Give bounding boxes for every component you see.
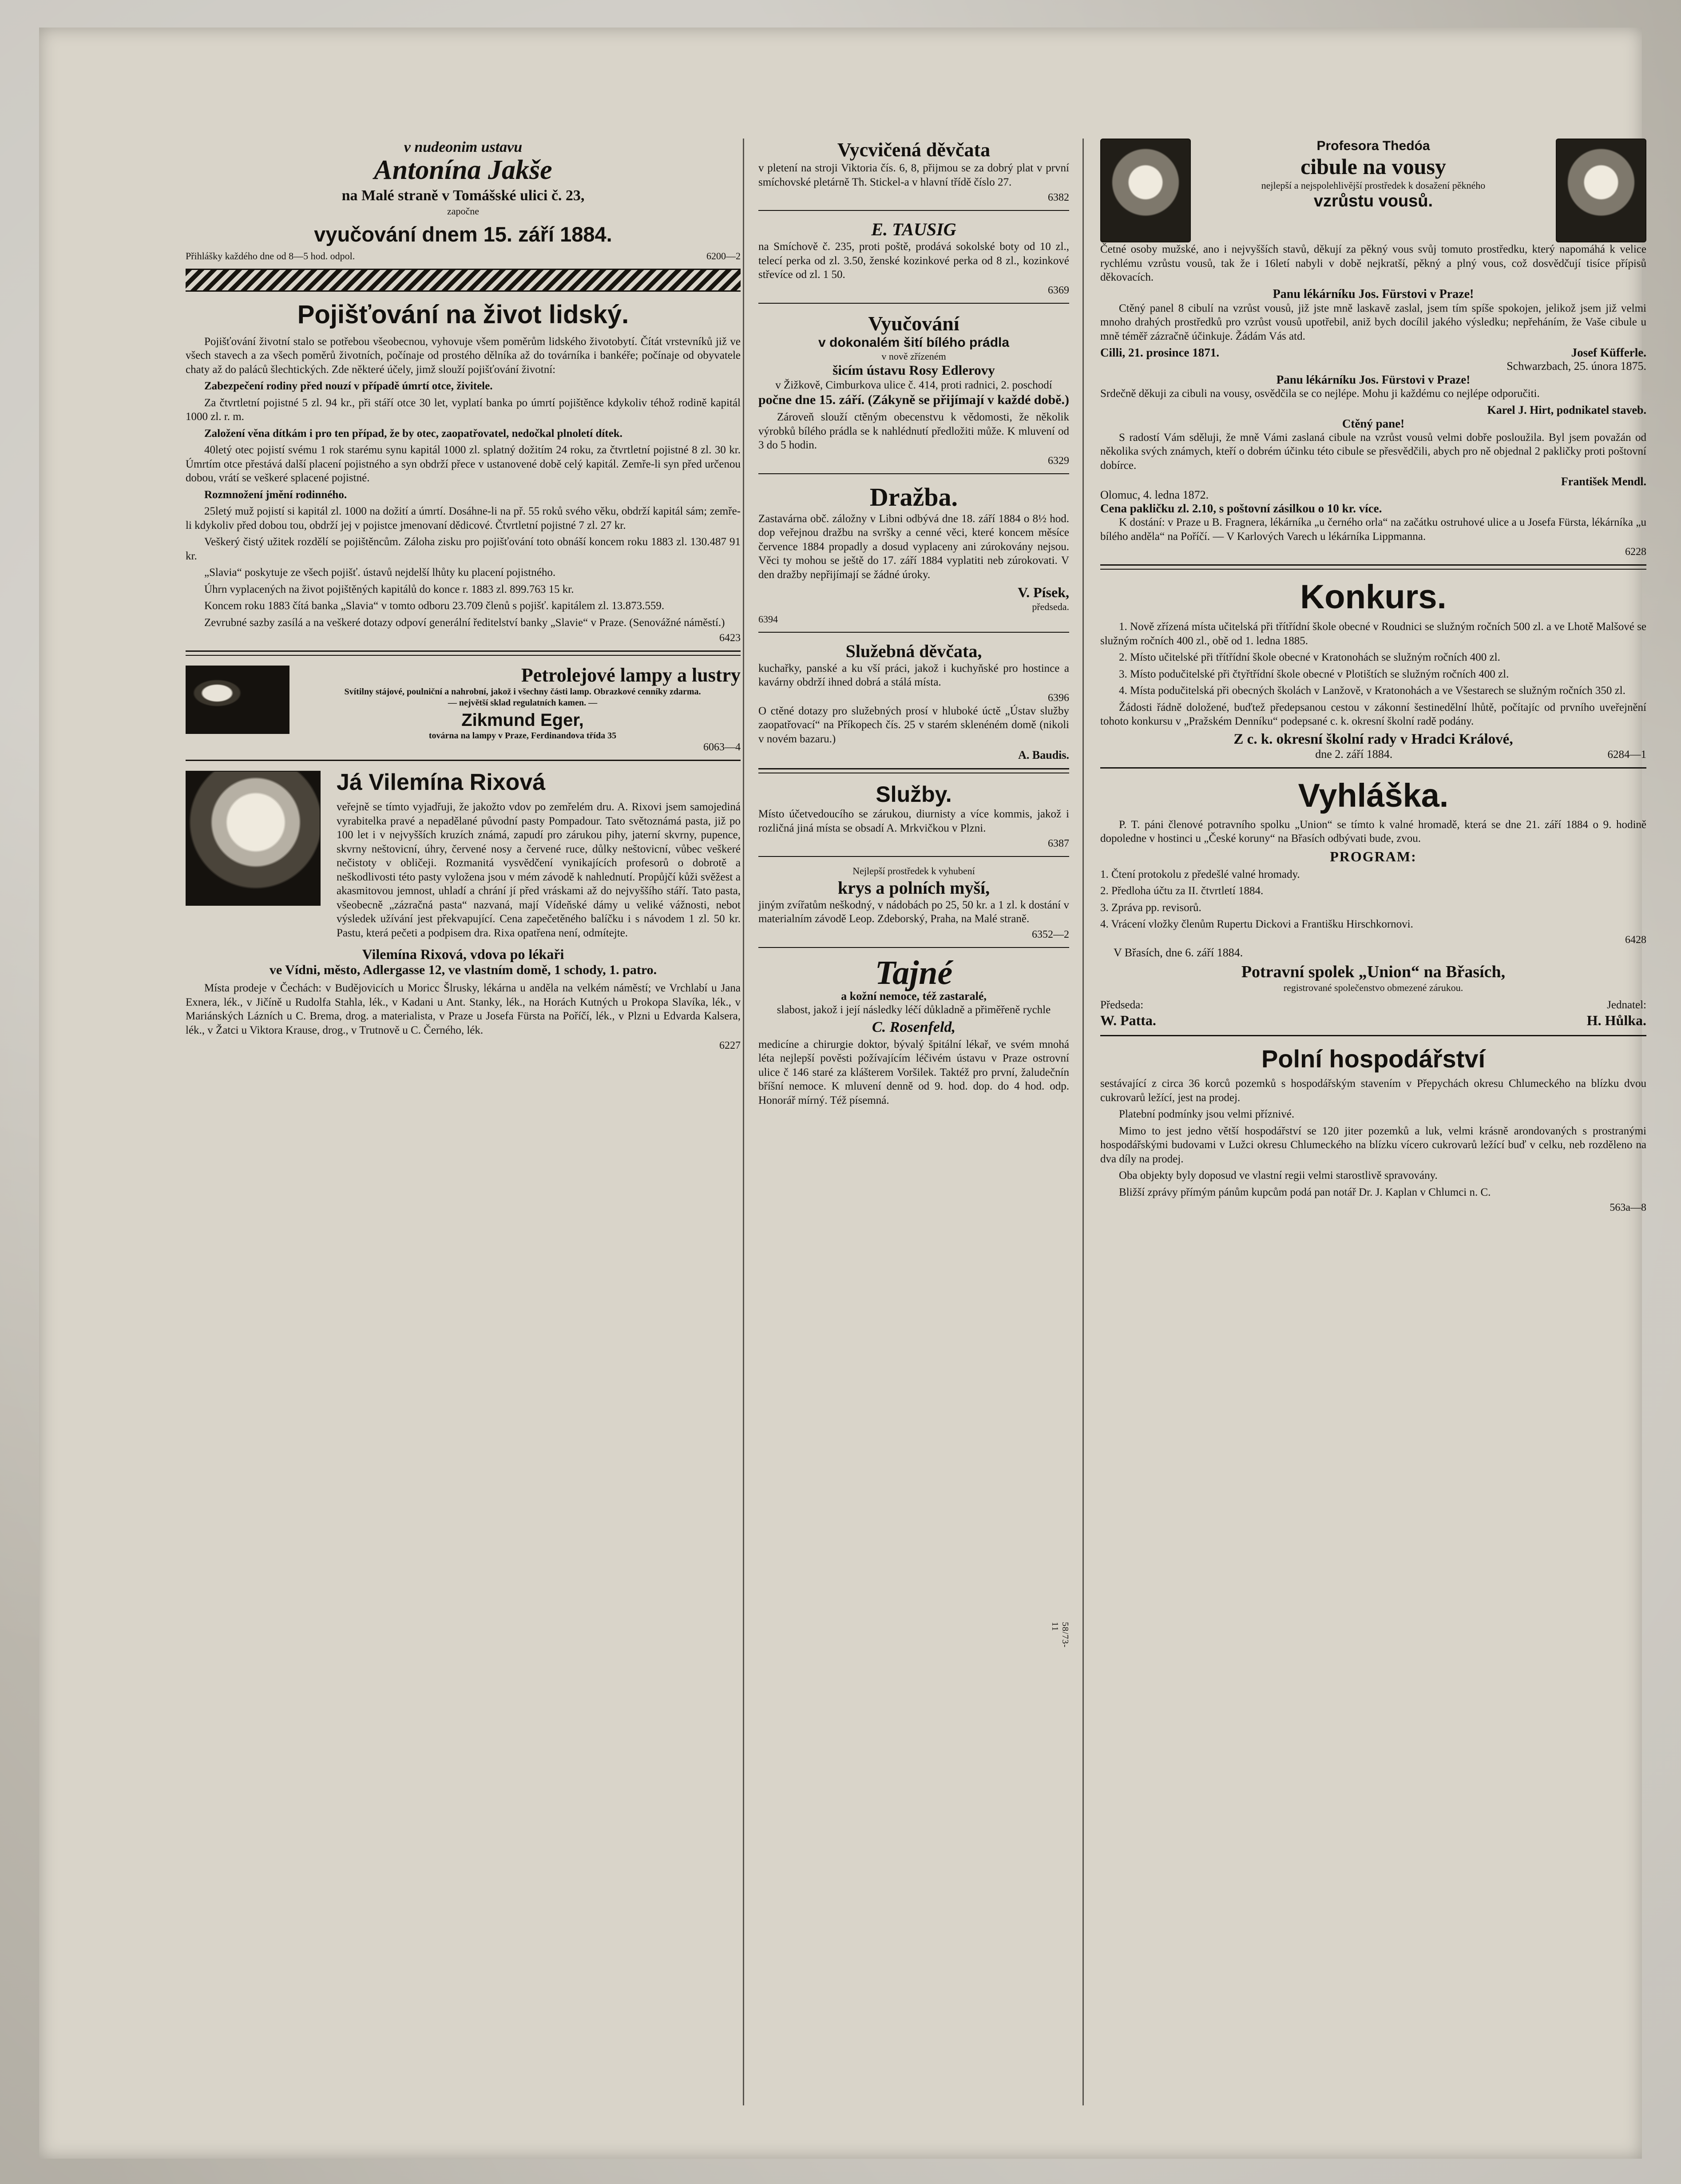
- vyucovani-title: Vyučování: [868, 312, 959, 335]
- sluzebna-number: 6396: [1048, 692, 1069, 704]
- column-1: [186, 139, 741, 1060]
- jakse-line2: na Malé straně v Tomášské ulici č. 23,: [341, 187, 585, 204]
- vyhlaska-spolek-sub: registrované společenstvo obmezené zárukou.: [1283, 982, 1463, 993]
- ad-sluzby: [758, 781, 1069, 857]
- jakse-line1: v nudeonim ustavu: [404, 139, 523, 155]
- divider-1-col2: [758, 210, 1069, 211]
- cibule-pre: Profesora Thedóa: [1316, 139, 1430, 153]
- cibule-title: cibule na vousy: [1300, 154, 1446, 179]
- rixova-title: Já Vilemína Rixová: [337, 769, 546, 796]
- sluzby-title: Služby.: [876, 782, 952, 807]
- konkurs-title: Konkurs.: [1300, 578, 1447, 616]
- pojistovani-number: 6423: [719, 632, 741, 644]
- divider-5-col2: [758, 768, 1069, 773]
- drazba-sig: V. Písek,: [1018, 584, 1069, 601]
- pojistovani-p10: Koncem roku 1883 čítá banka „Slavia“ v tomto odboru 23.709 členů s pojišť. kapitálem zl. 13.873.559.: [204, 600, 665, 612]
- vyhlaska-program-3: 3. Zpráva pp. revisorů.: [1100, 901, 1201, 914]
- portrait-left: [1100, 139, 1191, 242]
- sluzby-body: Místo účetvedoucího se zárukou, diurnisty a více kommis, jakož i rozličná jiná místa se obsadí A. Mrkvičkou v Plzni.: [758, 808, 1069, 834]
- krysy-l1: Nejlepší prostředek k vyhubení: [852, 865, 975, 877]
- pojistovani-p4: 40letý otec pojistí svému 1 rok starému synu kapitál 1000 zl. splatný dožitím 24 roku, za čtvrtletní pojistné 8 zl. 30 kr. Úmrtím otce přestává další placení pojistného a syn obdrží přece v ustanovené době celý kapitál. Zemře-li syn před určenou dobou, vrátí se veškeré splacené pojistné.: [186, 444, 741, 484]
- cibule-ref1-body: Ctěný panel 8 cibulí na vzrůst vousů, již jste mně laskavě zaslal, jsem tím spíše spokojen, jelikož jsem již velmi mnoho drahých prostředků pro vzrůst vousů upotřebil, aniž bych docílil jakého výsledku; nepřeháním, že Vaše cibule u mně téměř zázračně účinkuje. Žádám Vás atd.: [1100, 302, 1646, 342]
- tajne-title: Tajné: [875, 954, 953, 991]
- jakse-line3: započne: [447, 206, 480, 217]
- ornament-divider: [186, 269, 741, 292]
- krysy-title: krys a polních myší,: [837, 877, 990, 898]
- vycvicena-title: Vycvičená děvčata: [837, 139, 991, 161]
- tajne-l2: slabost, jakož i její následky léčí důkladně a přiměřeně rychle: [777, 1003, 1051, 1016]
- ad-cibule: [1100, 139, 1646, 570]
- divider-1-col3: [1100, 564, 1646, 570]
- vyucovani-l2: v nově zřízeném: [881, 350, 946, 362]
- sluzebna-sig: A. Baudis.: [1018, 749, 1069, 762]
- lampy-sub2: — největší sklad regulatních kamen. —: [448, 698, 598, 708]
- pojistovani-body: [186, 335, 741, 630]
- divider-7-col2: [758, 947, 1069, 948]
- ad-sluzebna-devcata: [758, 641, 1069, 774]
- jakse-title: Antonína Jakše: [374, 155, 552, 186]
- vyucovani-number: 6329: [1048, 455, 1069, 467]
- konkurs-date: dne 2. září 1884.: [1315, 747, 1393, 761]
- vyucovani-body: Zároveň slouží ctěným obecenstvu k vědomosti, že několik výrobků bílého prádla se k nahlédnutí předložiti může. K mluvení od 3 do 5 hodin.: [758, 411, 1069, 452]
- lamp-illustration: [186, 666, 289, 734]
- tajne-body: medicíne a chirurgie doktor, bývalý špitální lékař, ve svém mnohá léta nejlepší pověsti požívajícím léčivém ústavu v Praze ostrovní ulice č 146 staré za klášterem Voršilek. Taktéž pro první, žaludečnín bříšní nemoce. K mluvení denně od 9. hod. dop. do 4 hod. odp. Honorář mírný. Též písemná.: [758, 1038, 1069, 1106]
- column-divider-1: [743, 139, 744, 2105]
- vyhlaska-name-1: W. Patta.: [1100, 1012, 1156, 1029]
- ad-lampy: [186, 664, 741, 761]
- hospodarstvi-p1: Platební podmínky jsou velmi příznivé.: [1119, 1108, 1295, 1121]
- ad-tajne: [758, 954, 1070, 1648]
- konkurs-number: 6284—1: [1607, 748, 1646, 761]
- cibule-number: 6228: [1625, 546, 1646, 558]
- ad-konkurs: [1100, 578, 1646, 769]
- rixova-signature: Vilemína Rixová, vdova po lékaři: [362, 946, 564, 963]
- tajne-sidemark: 58/73-11: [1050, 1621, 1070, 1648]
- vyhlaska-number: 6428: [1625, 934, 1646, 946]
- cibule-ref1-to: Panu lékárníku Jos. Fürstovi v Praze!: [1273, 287, 1474, 301]
- lampy-title: Petrolejové lampy a lustry: [521, 664, 741, 686]
- cibule-ref3-place: Olomuc, 4. ledna 1872.: [1100, 488, 1209, 501]
- rixova-outlets: Místa prodeje v Čechách: v Budějovicích u Moricc Šlrusky, lékárna u anděla na velkém náměstí; ve Vrchlabí u Jana Exnera, lék., v Jičíně u Rudolfa Stahla, lék., v Kadani u Ant. Stanky, lék., na Horách Kutných u Prokopa Slavíka, lék., v Mariánských Lázních u C. Brema, drog. a materialista, v Praze u Josefa Fürsta na Poříčí, lék., v Plzni u Edvarda Kalsera, lék., v Žatci u Viktora Krause, drog., v Trutnově u C. Černého, lék.: [186, 982, 741, 1036]
- portrait-right: [1556, 139, 1646, 242]
- hospodarstvi-p4: Bližší zprávy přímým pánům kupcům podá pan notář Dr. J. Kaplan v Chlumci n. C.: [1119, 1186, 1491, 1198]
- cibule-body: Četné osoby mužské, ano i nejvyšších stavů, děkují za pěkný vous svůj tomuto prostředku, který napomáhá k velice rychlému vzrůstu vousů, tak že i 16letí nabyli v době nejkratší, pěkný a plný vous, což dosvědčují tisíce přípisů děkovacích.: [1100, 243, 1646, 283]
- hospodarstvi-p2: Mimo to jest jedno větší hospodářství se 120 jiter pozemků a luk, velmi krásně arondovaných s prostranými hospodářskými budovami v Lužci okresu Chlumeckého na blízku vícero cukrovarů ležící buď v celku, neb rozděleno na dva díly na prodej.: [1100, 1125, 1646, 1165]
- column-3: [1100, 139, 1646, 1222]
- ad-pojistovani: [186, 300, 741, 656]
- divider-2-col3: [1100, 767, 1646, 769]
- pojistovani-p7: Veškerý čistý užitek rozdělí se pojištěncům. Záloha zisku pro pojišťování toto obnáší koncem roku 1883 zl. 130.487 91 kr.: [186, 536, 741, 562]
- konkurs-item-3: 3. Místo podučitelské při čtyřtřídní škole obecné v Plotištích se služným ročních 400 zl.: [1119, 668, 1509, 680]
- vyucovani-l3: šicím ústavu Rosy Edlerovy: [833, 362, 995, 378]
- lampy-address: továrna na lampy v Praze, Ferdinandova třída 35: [428, 731, 617, 741]
- vyhlaska-role-2: Jednatel:: [1607, 999, 1646, 1011]
- pojistovani-p5: Rozmnožení jmění rodinného.: [204, 488, 347, 501]
- konkurs-body: Žádosti řádně doložené, buďtež předepsanou cestou v zákonní šestinedělní lhůtě, počítajíc od prvního uveřejnění tohoto konkursu v „Pražském Denníku“ podepsané c. k. okresní školní radě podány.: [1100, 701, 1646, 727]
- ad-vycvicena-devcata: [758, 139, 1069, 211]
- vyucovani-l4: v Žižkově, Cimburkova ulice č. 414, proti radnici, 2. poschodí: [775, 379, 1052, 392]
- jakse-line5: Přihlášky každého dne od 8—5 hod. odpol.: [186, 250, 355, 262]
- tausig-number: 6369: [1048, 284, 1069, 296]
- cibule-ref2-sign: Karel J. Hirt, podnikatel staveb.: [1487, 403, 1646, 416]
- divider-after-lampy: [186, 760, 741, 761]
- cibule-ref3-sign: František Mendl.: [1561, 475, 1646, 488]
- vyhlaska-spolek: Potravní spolek „Union“ na Břasích,: [1241, 962, 1506, 981]
- konkurs-item-4: 4. Místa podučitelská při obecných školách v Lanžově, v Kratonohách a ve Všestarech se služným ročních 350 zl.: [1119, 685, 1625, 697]
- vyhlaska-program-2: 2. Předloha účtu za II. čtvrtletí 1884.: [1100, 885, 1264, 897]
- vyucovani-l5: počne dne 15. září. (Zákyně se přijímají v každé době.): [758, 392, 1069, 408]
- krysy-body: jiným zvířatům neškodný, v nádobách po 25, 50 kr. a 1 zl. k dostání v materialním závodě Leop. Zdeborský, Praha, na Malé straně.: [758, 899, 1069, 925]
- woman-portrait: [186, 771, 321, 906]
- hospodarstvi-number: 563a—8: [1610, 1202, 1646, 1214]
- pojistovani-title: Pojišťování na život lidský.: [297, 300, 629, 329]
- krysy-number: 6352—2: [1032, 928, 1069, 940]
- cibule-ref2-body: Srdečně děkuji za cibuli na vousy, osvědčila se co nejlépe. Mohu ji každému co nejlépe odporučiti.: [1100, 388, 1540, 400]
- vyhlaska-body: P. T. páni členové potravního spolku „Union“ se tímto k valné hromadě, která se dne 21. září 1884 o 9. hodině dopoledne v hostinci u „České koruny“ na Břasích odbývati bude, zvou.: [1100, 818, 1646, 844]
- hospodarstvi-title: Polní hospodářství: [1261, 1045, 1486, 1073]
- vycvicena-body: v pletení na stroji Viktoria čís. 6, 8, přijmou se za dobrý plat v první smíchovské pletárně Th. Stickel-a v hlavní třídě číslo 27.: [758, 162, 1069, 188]
- ad-drazba: [758, 482, 1069, 633]
- divider-6-col2: [758, 856, 1069, 857]
- sluzby-number: 6387: [1048, 838, 1069, 850]
- pojistovani-p0: Pojišťování životní stalo se potřebou všeobecnou, vyhovuje všem poměrům lidského životobytí. Čítát vrstevníků již ve všech stavech a za všech poměrů životních, počínaje od prostého dělníka až do továrníka i bankéře; počínaje od obyvatele chaty až do paláců šlechtických. Zde některé účely, jimž slouží pojišťování životní:: [186, 335, 741, 376]
- vyhlaska-program-4: 4. Vrácení vložky členům Rupertu Dickovi a Františku Hirschkornovi.: [1100, 918, 1413, 930]
- konkurs-item-1: 1. Nově zřízená místa učitelská při třítřídní škole obecné v Roudnici se služným ročních 500 zl. a ve Lhotě Malšové se služným ročních 400 zl., obě od 1. ledna 1885.: [1100, 621, 1646, 647]
- ad-jakse: [186, 139, 741, 292]
- pojistovani-p3: Založení věna dítkám i pro ten případ, že by otec, zaopatřovatel, nedočkal plnoletí dítek.: [204, 427, 622, 440]
- vyhlaska-place: V Břasích, dne 6. září 1884.: [1114, 946, 1243, 959]
- rixova-body: veřejně se tímto vyjadřuji, že jakožto vdov po zemřelém dru. A. Rixovi jsem samojediná vyrabitelka pravé a nepadělané původní pasty Pompadour. Tato světoznámá pasta, již po 100 let i v nejvyšších kruzích známá, zapudí pro zárukou pihy, jaterní skvrny, pupence, skvrny neštovicní, úhry, červené nosy a červené ruce, důlky neštovicní, vůbec veškeré nečistoty v obličeji. Rozmanitá vysvědčení vynikajících profesorů o dobrotě a neškodlivosti této pasty vyložena jsou v mém závodě k nahlednutí. Propůjčí kůži svěžest a akasmitovou jemnost, uhladí a chrání jí před vráskami až do nejvyššího stáří. Tato pasta, všeobecně „zázračná pasta“ nazvaná, mají Vídeňské dámy u veliké vážnosti, nebot výsledek užívání jest překvapující. Cena zapečetěného balíčku i s návodem 1 zl. 50 kr. Pastu, která pečeti a podpisem dra. Rixa opatřena není, odmítejte.: [337, 801, 741, 939]
- tausig-title: E. TAUSIG: [871, 219, 956, 239]
- column-2: [758, 139, 1070, 1648]
- ad-rixova: [186, 769, 741, 1052]
- cibule-ref1-place: Cilli, 21. prosince 1871.: [1100, 346, 1220, 359]
- cibule-avail: K dostání: v Praze u B. Fragnera, lékárníka „u černého orla“ na začátku ostruhové ulice a u Josefa Fürsta, lékárníka „u bílého anděla“ na Poříčí. — V Karlových Varech u lékárníka Lippmanna.: [1100, 516, 1646, 543]
- paper-sheet: [39, 28, 1646, 2159]
- jakse-line4: vyučování dnem 15. září 1884.: [314, 222, 612, 246]
- lampy-brand: Zikmund Eger,: [461, 710, 584, 730]
- pojistovani-p2: Za čtvrtletní pojistné 5 zl. 94 kr., při stáří otce 30 let, vyplatí banka po úmrtí pojištěnce kdykoliv téhož rodině kapitál 1000 zl. r. m.: [186, 396, 741, 423]
- column-container: [186, 139, 1646, 2150]
- divider-3-col2: [758, 473, 1069, 474]
- cibule-ref3-open: Ctěný pane!: [1342, 416, 1405, 430]
- divider-4-col2: [758, 632, 1069, 633]
- cibule-ref3-body: S radostí Vám sděluji, že mně Vámi zaslaná cibule na vzrůst vousů velmi dobře posloužila. Byl jsem považán od několika svých známych, kteří o dobrém účinku této cibule se přesvědčili, abych pro ně objednal 2 pakličky proti poštovní dobírce.: [1100, 431, 1646, 472]
- ad-tausig: [758, 219, 1069, 304]
- tajne-sig: C. Rosenfeld,: [872, 1019, 955, 1035]
- hospodarstvi-p0: sestávající z circa 36 korců pozemků s hospodářským stavením v Přepychách okresu Chlumeckého na blízku dvou cukrovarů ležící, jest na prodej.: [1100, 1078, 1646, 1104]
- tajne-l1: a kožní nemoce, též zastaralé,: [841, 989, 987, 1003]
- lampy-sub1: Svítilny stájové, poulniční a nahrobní, jakož i všechny části lamp. Obrazkové cenníky zdarma.: [344, 687, 701, 697]
- cibule-ref1-sign: Josef Küfferle.: [1571, 346, 1646, 359]
- ad-krysy: [758, 865, 1069, 948]
- konkurs-authority: Z c. k. okresní školní rady v Hradci Králové,: [1233, 731, 1513, 747]
- sluzebna-body: kuchařky, panské a ku vší práci, jakož i kuchyňské pro hostince a kavárny obdrží ihned dobrá a stálá místa.: [758, 662, 1069, 689]
- sluzebna-body2: O ctěné dotazy pro služebných prosí v hluboké úctě „Ústav služby zaopatřovací“ na Příkopech čís. 25 v starém sklenéném domě (nikoli v novém bazaru.): [758, 705, 1069, 745]
- drazba-sig-role: předseda.: [1032, 601, 1069, 613]
- cibule-l1: nejlepší a nejspolehlivější prostředek k dosažení pěkného: [1261, 180, 1486, 191]
- divider-after-pojistovani: [186, 650, 741, 656]
- vyhlaska-role-1: Předseda:: [1100, 999, 1144, 1011]
- ad-polni-hospodarstvi: [1100, 1044, 1646, 1214]
- vyhlaska-title: Vyhláška.: [1298, 777, 1449, 814]
- hospodarstvi-p3: Oba objekty byly doposud ve vlastní regii velmi starostlivě spravovány.: [1119, 1169, 1438, 1182]
- ad-vyucovani: [758, 312, 1069, 474]
- column-divider-2: [1082, 139, 1084, 2105]
- cibule-l2: vzrůstu vousů.: [1313, 191, 1433, 210]
- vycvicena-number: 6382: [1048, 192, 1069, 203]
- pojistovani-p8: „Slavia“ poskytuje ze všech pojišť. ústavů nejdelší lhůty ku placení pojistného.: [204, 567, 556, 579]
- cibule-ref2-place: Schwarzbach, 25. února 1875.: [1507, 360, 1646, 373]
- divider-2-col2: [758, 303, 1069, 304]
- drazba-body: Zastavárna obč. záložny v Libni odbývá dne 18. září 1884 o 8½ hod. dop veřejnou dražbu na svršky a cenné věci, které koncem měsíce července 1884 propadly a dosud vyplaceny ani zúrokovány nejsou. Věci ty mohou se ještě do 17. září 1884 vyplatiti neb zúrokovati. V den dražby nepřijímají se žádné úroky.: [758, 512, 1069, 581]
- vyucovani-l1: v dokonalém šití bílého prádla: [818, 335, 1010, 350]
- pojistovani-p9: Úhrn vyplacených na život pojištěných kapitálů do konce r. 1883 zl. 899.763 15 kr.: [204, 583, 574, 595]
- rixova-number: 6227: [719, 1040, 741, 1052]
- cibule-ref2-to: Panu lékárníku Jos. Fürstovi v Praze!: [1276, 373, 1471, 386]
- drazba-number: 6394: [758, 613, 778, 625]
- jakse-number: 6200—2: [706, 250, 741, 262]
- konkurs-item-2: 2. Místo učitelské při třítřídní škole obecné v Kratonohách se služným ročních 400 zl.: [1119, 651, 1500, 663]
- rixova-address: ve Vídni, město, Adlergasse 12, ve vlastním domě, 1 schody, 1. patro.: [269, 963, 657, 978]
- tausig-body: na Smíchově č. 235, proti poště, prodává sokolské boty od 10 zl., telecí perka od zl. 3.50, ženské kozinkové perka od 8 zl., kozinkové střevíce od zl. 1 50.: [758, 241, 1069, 281]
- pojistovani-p11: Zevrubné sazby zasílá a na veškeré dotazy odpoví generální ředitelství banky „Slavie“ v Praze. (Senovážné náměstí.): [204, 616, 725, 629]
- pojistovani-p6: 25letý muž pojistí si kapitál zl. 1000 na dožití a úmrtí. Dosáhne-li na př. 55 roků svého věku, obdrží kapitál sám; zemře-li kdykoliv před dobou tou, obdrží jej v pojistce jmenovaní dědicové. Čtvrtletní pojistné 7 zl. 27 kr.: [186, 505, 741, 531]
- vyhlaska-program-title: PROGRAM:: [1330, 848, 1417, 864]
- drazba-title: Dražba.: [869, 482, 958, 511]
- cibule-price: Cena pakličku zl. 2.10, s poštovní zásilkou o 10 kr. více.: [1100, 502, 1382, 515]
- ad-vyhlaska: [1100, 777, 1646, 1037]
- divider-3-col3: [1100, 1035, 1646, 1036]
- lampy-number: 6063—4: [703, 741, 741, 753]
- pojistovani-p1: Zabezpečení rodiny před nouzí v případě úmrtí otce, živitele.: [204, 380, 493, 392]
- vyhlaska-name-2: H. Hůlka.: [1586, 1012, 1646, 1029]
- vyhlaska-program-1: 1. Čtení protokolu z předešlé valné hromady.: [1100, 868, 1300, 880]
- sluzebna-title: Služebná děvčata,: [845, 641, 982, 661]
